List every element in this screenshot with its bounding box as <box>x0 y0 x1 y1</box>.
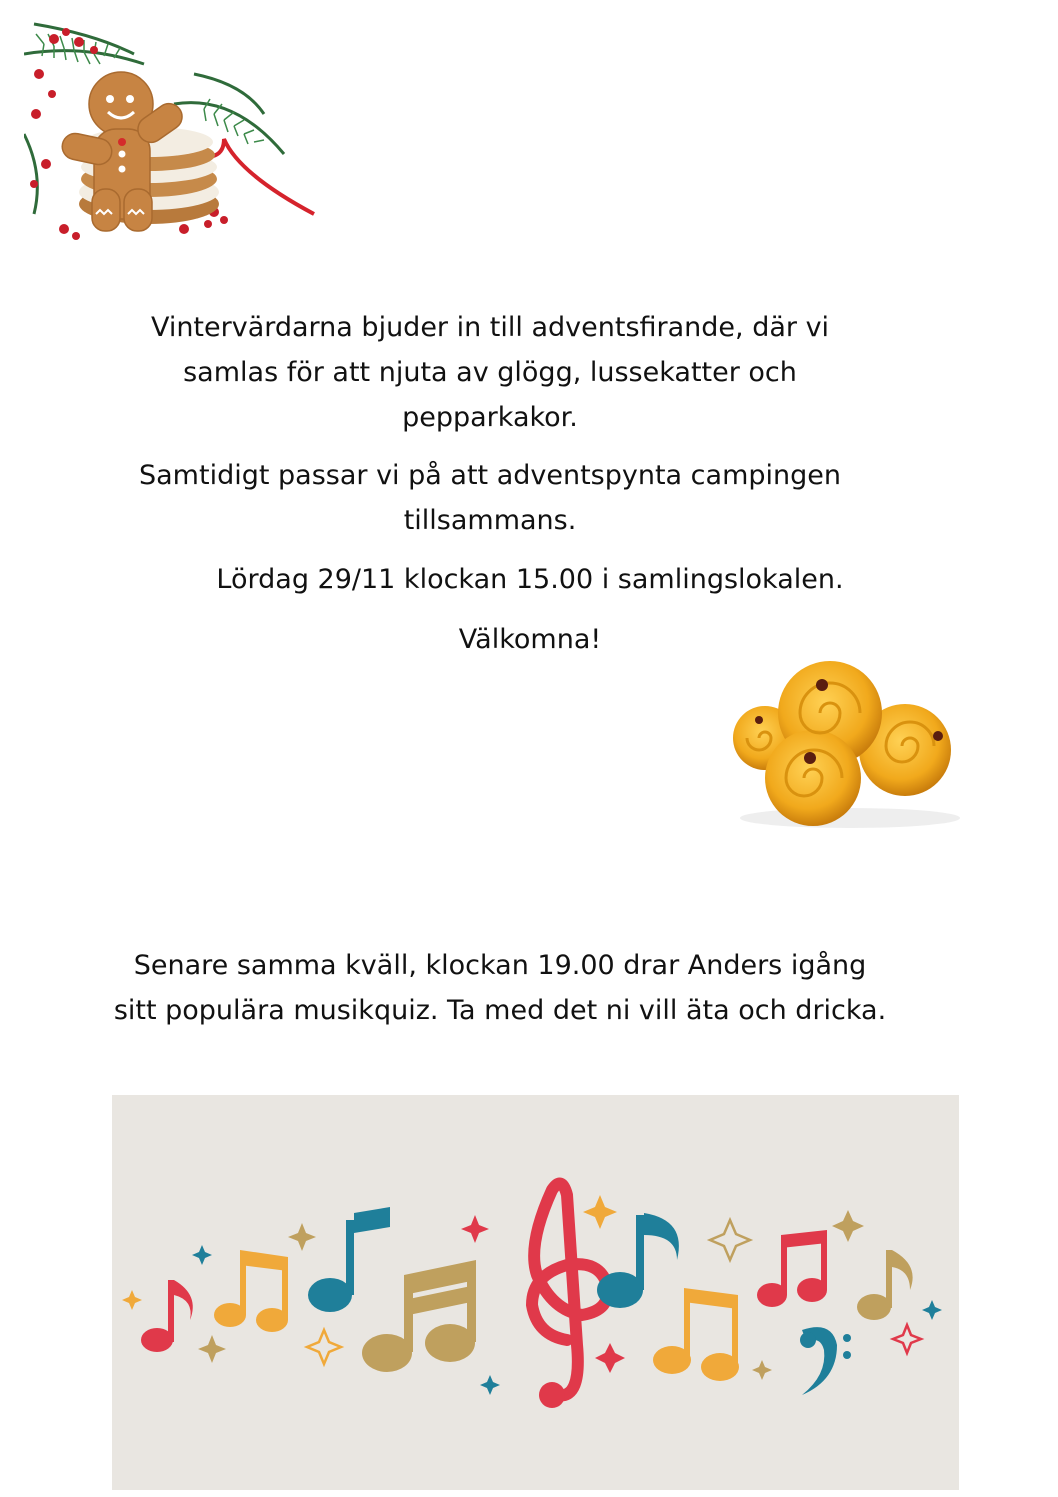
intro-text: Vintervärdarna bjuder in till adventsfirande, där vi samlas för att njuta av glögg, lussekatter och pepparkakor. <box>150 312 830 433</box>
decorating-paragraph <box>110 453 950 543</box>
quiz-text: Senare samma kväll, klockan 19.00 drar Anders igång sitt populära musikquiz. Ta med det ni vill äta och dricka. <box>113 950 887 1026</box>
intro-paragraph <box>110 305 950 440</box>
lussekatter-image <box>725 658 970 830</box>
welcome-text: Välkomna! <box>458 624 602 655</box>
welcome-paragraph <box>110 617 950 662</box>
decorating-text: Samtidigt passar vi på att adventspynta campingen tillsammans. <box>139 460 841 536</box>
date-text: Lördag 29/11 klockan 15.00 i samlingslokalen. <box>216 564 844 595</box>
gingerbread-image <box>24 14 316 252</box>
music-notes-image <box>112 1095 959 1490</box>
quiz-paragraph <box>110 943 950 1033</box>
date-paragraph <box>110 557 950 602</box>
